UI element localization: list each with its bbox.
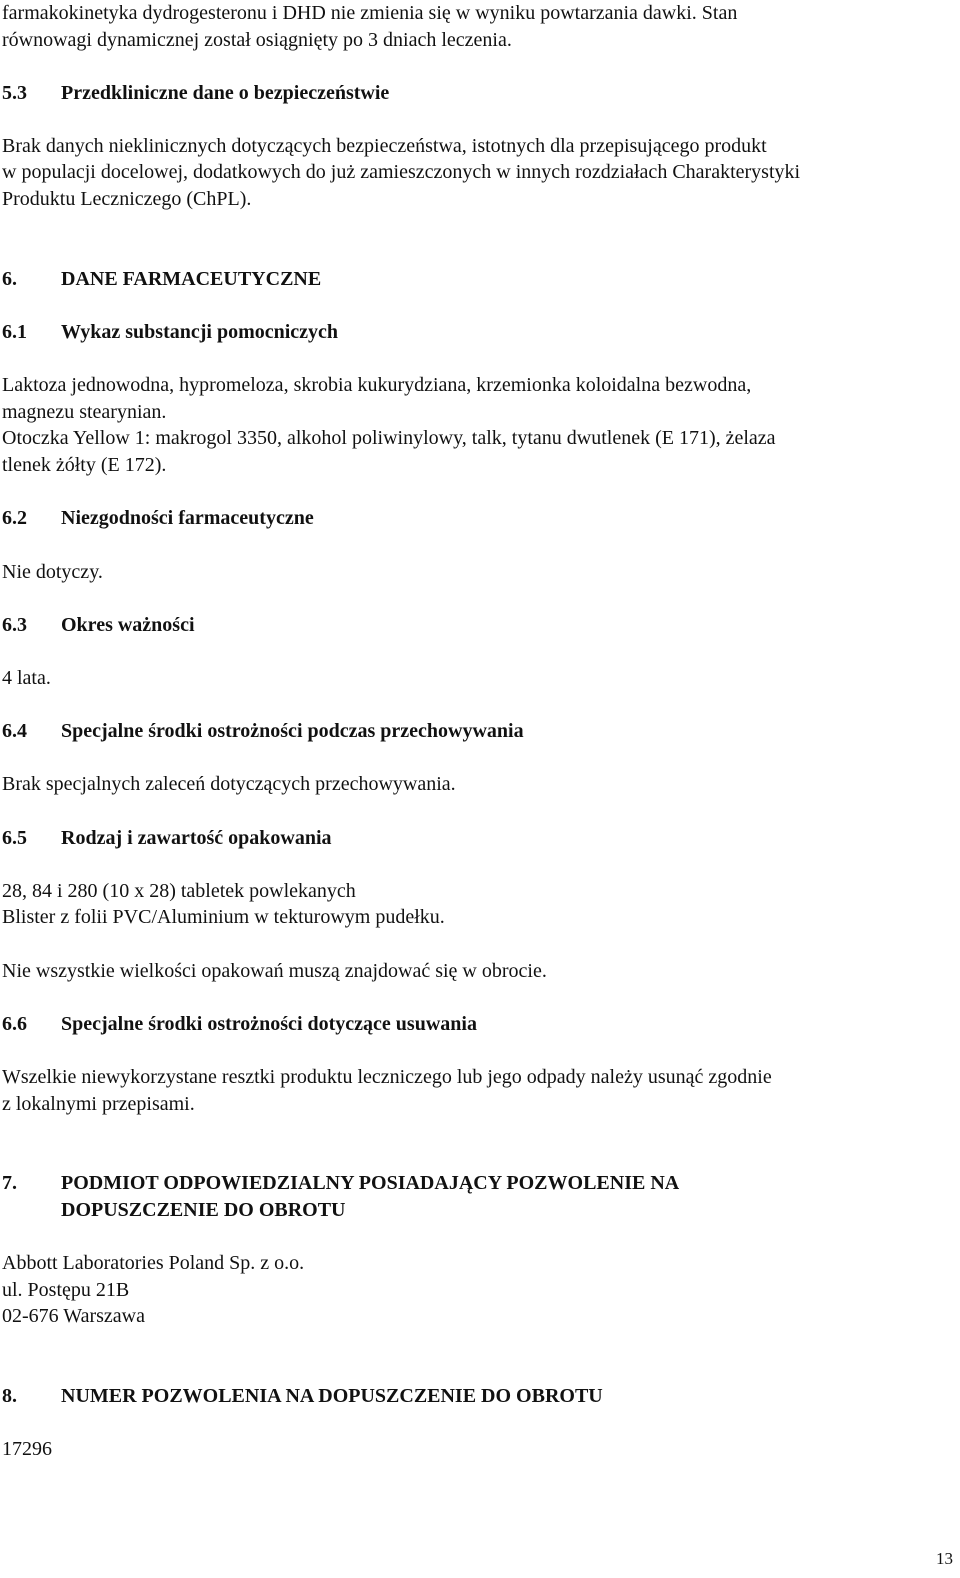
address-company: Abbott Laboratories Poland Sp. z o.o. — [2, 1252, 305, 1274]
section-6-6-text-1: Wszelkie niewykorzystane resztki produktu leczniczego lub jego odpady należy usunąć zgodnie — [2, 1066, 772, 1088]
section-6-heading — [2, 266, 321, 292]
section-5-3-text-1: Brak danych nieklinicznych dotyczących bezpieczeństwa, istotnych dla przepisującego produkt — [2, 135, 767, 157]
section-6-4-heading — [2, 718, 524, 744]
section-number: 6.3 — [2, 614, 27, 636]
section-6-5-text-2: Blister z folii PVC/Aluminium w tekturowym pudełku. — [2, 906, 445, 928]
section-7-heading — [2, 1170, 679, 1196]
section-number: 6.2 — [2, 507, 27, 529]
section-number: 6.6 — [2, 1013, 27, 1035]
section-number: 6.5 — [2, 827, 27, 849]
section-title: Przedkliniczne dane o bezpieczeństwie — [61, 82, 390, 104]
section-6-2-heading — [2, 505, 314, 531]
section-6-3-text-1: 4 lata. — [2, 667, 51, 689]
section-6-1-text-2: magnezu stearynian. — [2, 401, 167, 423]
section-title: Wykaz substancji pomocniczych — [61, 321, 339, 343]
intro-line-1: farmakokinetyka dydrogesteronu i DHD nie zmienia się w wyniku powtarzania dawki. Stan — [2, 2, 738, 24]
section-6-6-text-2: z lokalnymi przepisami. — [2, 1093, 195, 1115]
section-5-3-text-2: w populacji docelowej, dodatkowych do już zamieszczonych w innych rozdziałach Charakterystyki — [2, 161, 801, 183]
section-title: Specjalne środki ostrożności podczas przechowywania — [61, 720, 524, 742]
section-6-6-heading — [2, 1011, 477, 1037]
section-6-1-text-3: Otoczka Yellow 1: makrogol 3350, alkohol poliwinylowy, talk, tytanu dwutlenek (E 171), żelaza — [2, 427, 776, 449]
section-number: 5.3 — [2, 82, 27, 104]
section-number: 6. — [2, 268, 17, 290]
permit-number: 17296 — [2, 1438, 52, 1460]
section-6-5-text-1: 28, 84 i 280 (10 x 28) tabletek powlekanych — [2, 880, 356, 902]
section-number: 6.4 — [2, 720, 27, 742]
section-5-3-heading — [2, 80, 389, 106]
section-title: PODMIOT ODPOWIEDZIALNY POSIADAJĄCY POZWOLENIE NA — [61, 1172, 680, 1194]
section-6-3-heading — [2, 612, 195, 638]
section-title: NUMER POZWOLENIA NA DOPUSZCZENIE DO OBROTU — [61, 1385, 603, 1407]
section-title: Okres ważności — [61, 614, 195, 636]
section-title: Specjalne środki ostrożności dotyczące usuwania — [61, 1013, 477, 1035]
section-6-5-heading — [2, 825, 332, 851]
section-6-5-text-3: Nie wszystkie wielkości opakowań muszą znajdować się w obrocie. — [2, 960, 547, 982]
section-title: Niezgodności farmaceutyczne — [61, 507, 314, 529]
section-number: 7. — [2, 1172, 17, 1194]
section-6-1-text-1: Laktoza jednowodna, hypromeloza, skrobia kukurydziana, krzemionka koloidalna bezwodna, — [2, 374, 752, 396]
address-city: 02-676 Warszawa — [2, 1305, 145, 1327]
intro-line-2: równowagi dynamicznej został osiągnięty po 3 dniach leczenia. — [2, 29, 512, 51]
section-title-cont: DOPUSZCZENIE DO OBROTU — [61, 1199, 346, 1221]
section-6-4-text-1: Brak specjalnych zaleceń dotyczących przechowywania. — [2, 773, 456, 795]
section-8-heading — [2, 1383, 603, 1409]
page-number: 13 — [936, 1549, 953, 1568]
section-number: 6.1 — [2, 321, 27, 343]
address-street: ul. Postępu 21B — [2, 1279, 130, 1301]
section-7-heading-cont — [2, 1197, 346, 1223]
section-title: Rodzaj i zawartość opakowania — [61, 827, 332, 849]
section-6-2-text-1: Nie dotyczy. — [2, 561, 103, 583]
section-6-1-heading — [2, 319, 338, 345]
section-6-1-text-4: tlenek żółty (E 172). — [2, 454, 167, 476]
section-title: DANE FARMACEUTYCZNE — [61, 268, 322, 290]
section-5-3-text-3: Produktu Leczniczego (ChPL). — [2, 188, 252, 210]
section-number: 8. — [2, 1385, 17, 1407]
